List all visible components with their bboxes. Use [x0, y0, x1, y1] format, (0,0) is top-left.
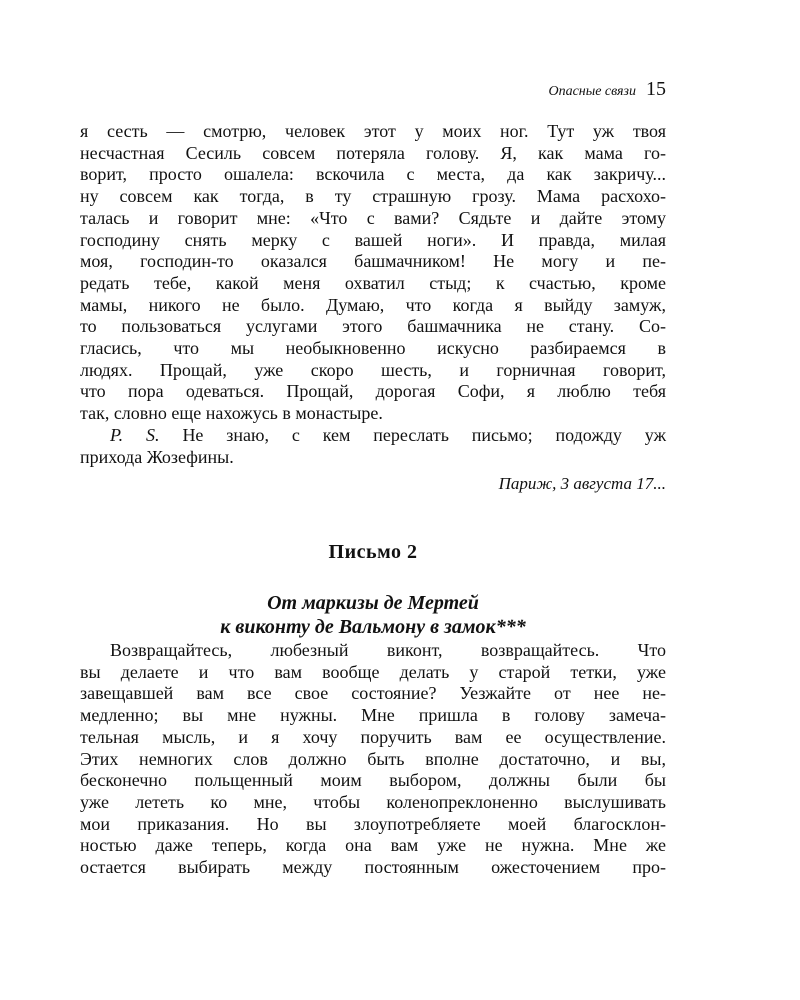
text-line: бесконечно польщенный моим выбором, должны были бы	[80, 770, 666, 791]
dateline: Париж, 3 августа 17...	[498, 474, 666, 493]
text-line: несчастная Сесиль совсем потеряла голову. Я, как мама го-	[80, 142, 666, 163]
postscript-text: Не знаю, с кем переслать письмо; подожду уж	[182, 424, 666, 445]
text-line: уже лететь ко мне, чтобы коленопреклоненно выслушивать	[80, 791, 666, 812]
page-number: 15	[646, 78, 666, 100]
text-line: мои приказания. Но вы злоупотребляете моей благосклон-	[80, 813, 666, 834]
text-line: моя, господин-то оказался башмачником! Не могу и пе-	[80, 251, 666, 272]
text-line: так, словно еще нахожусь в монастыре.	[80, 403, 383, 424]
text-line: талась и говорит мне: «Что с вами? Сядьте и дайте этому	[80, 207, 666, 228]
text-line: вы делаете и что вам вообще делать у старой тетки, уже	[80, 661, 666, 682]
text-line: мамы, никого не было. Думаю, что когда я выйду замуж,	[80, 294, 666, 315]
text-line: ностью даже теперь, когда она вам уже не нужна. Мне же	[80, 835, 666, 856]
text-line: людях. Прощай, уже скоро шесть, и горничная говорит,	[80, 359, 666, 380]
letter-title: Письмо 2	[328, 541, 418, 563]
letter-subtitle	[80, 591, 666, 639]
text-line: я сесть — смотрю, человек этот у моих ног. Тут уж твоя	[80, 121, 666, 141]
text-line: гласись, что мы необыкновенно искусно разбираемся в	[80, 338, 666, 359]
running-title: Опасные связи	[548, 84, 636, 99]
text-line: что пора одеваться. Прощай, дорогая Софи, я люблю тебя	[80, 381, 666, 402]
postscript-label: P. S.	[110, 424, 160, 445]
letter1-continuation	[80, 121, 666, 468]
text-line: остается выбирать между постоянным ожесточением про-	[80, 857, 666, 878]
postscript-line: прихода Жозефины.	[80, 446, 234, 467]
text-line: завещавшей вам все свое состояние? Уезжайте от нее не-	[80, 683, 666, 704]
text-line: Этих немногих слов должно быть вполне достаточно, и вы,	[80, 748, 666, 769]
text-line: ворит, просто ошалела: вскочила с места, да как закричу...	[80, 164, 666, 185]
letter-subtitle-line: От маркизы де Мертей	[267, 592, 479, 614]
postscript-line	[80, 425, 666, 447]
text-line: Возвращайтесь, любезный виконт, возвращайтесь. Что	[110, 640, 666, 660]
text-line: медленно; вы мне нужны. Мне пришла в голову замеча-	[80, 705, 666, 726]
text-line: то пользоваться услугами этого башмачника не стану. Со-	[80, 316, 666, 337]
text-line: господину снять мерку с вашей ноги». И правда, милая	[80, 229, 666, 250]
letter2-body	[80, 640, 666, 879]
text-line: редать тебе, какой меня охватил стыд; к счастью, кроме	[80, 272, 666, 293]
letter-subtitle-line: к виконту де Вальмону в замок***	[220, 616, 526, 638]
text-line: ну совсем как тогда, в ту страшную грозу. Мама расхохо-	[80, 186, 666, 207]
text-line: тельная мысль, и я хочу поручить вам ее осуществление.	[80, 726, 666, 747]
running-header	[80, 78, 666, 101]
